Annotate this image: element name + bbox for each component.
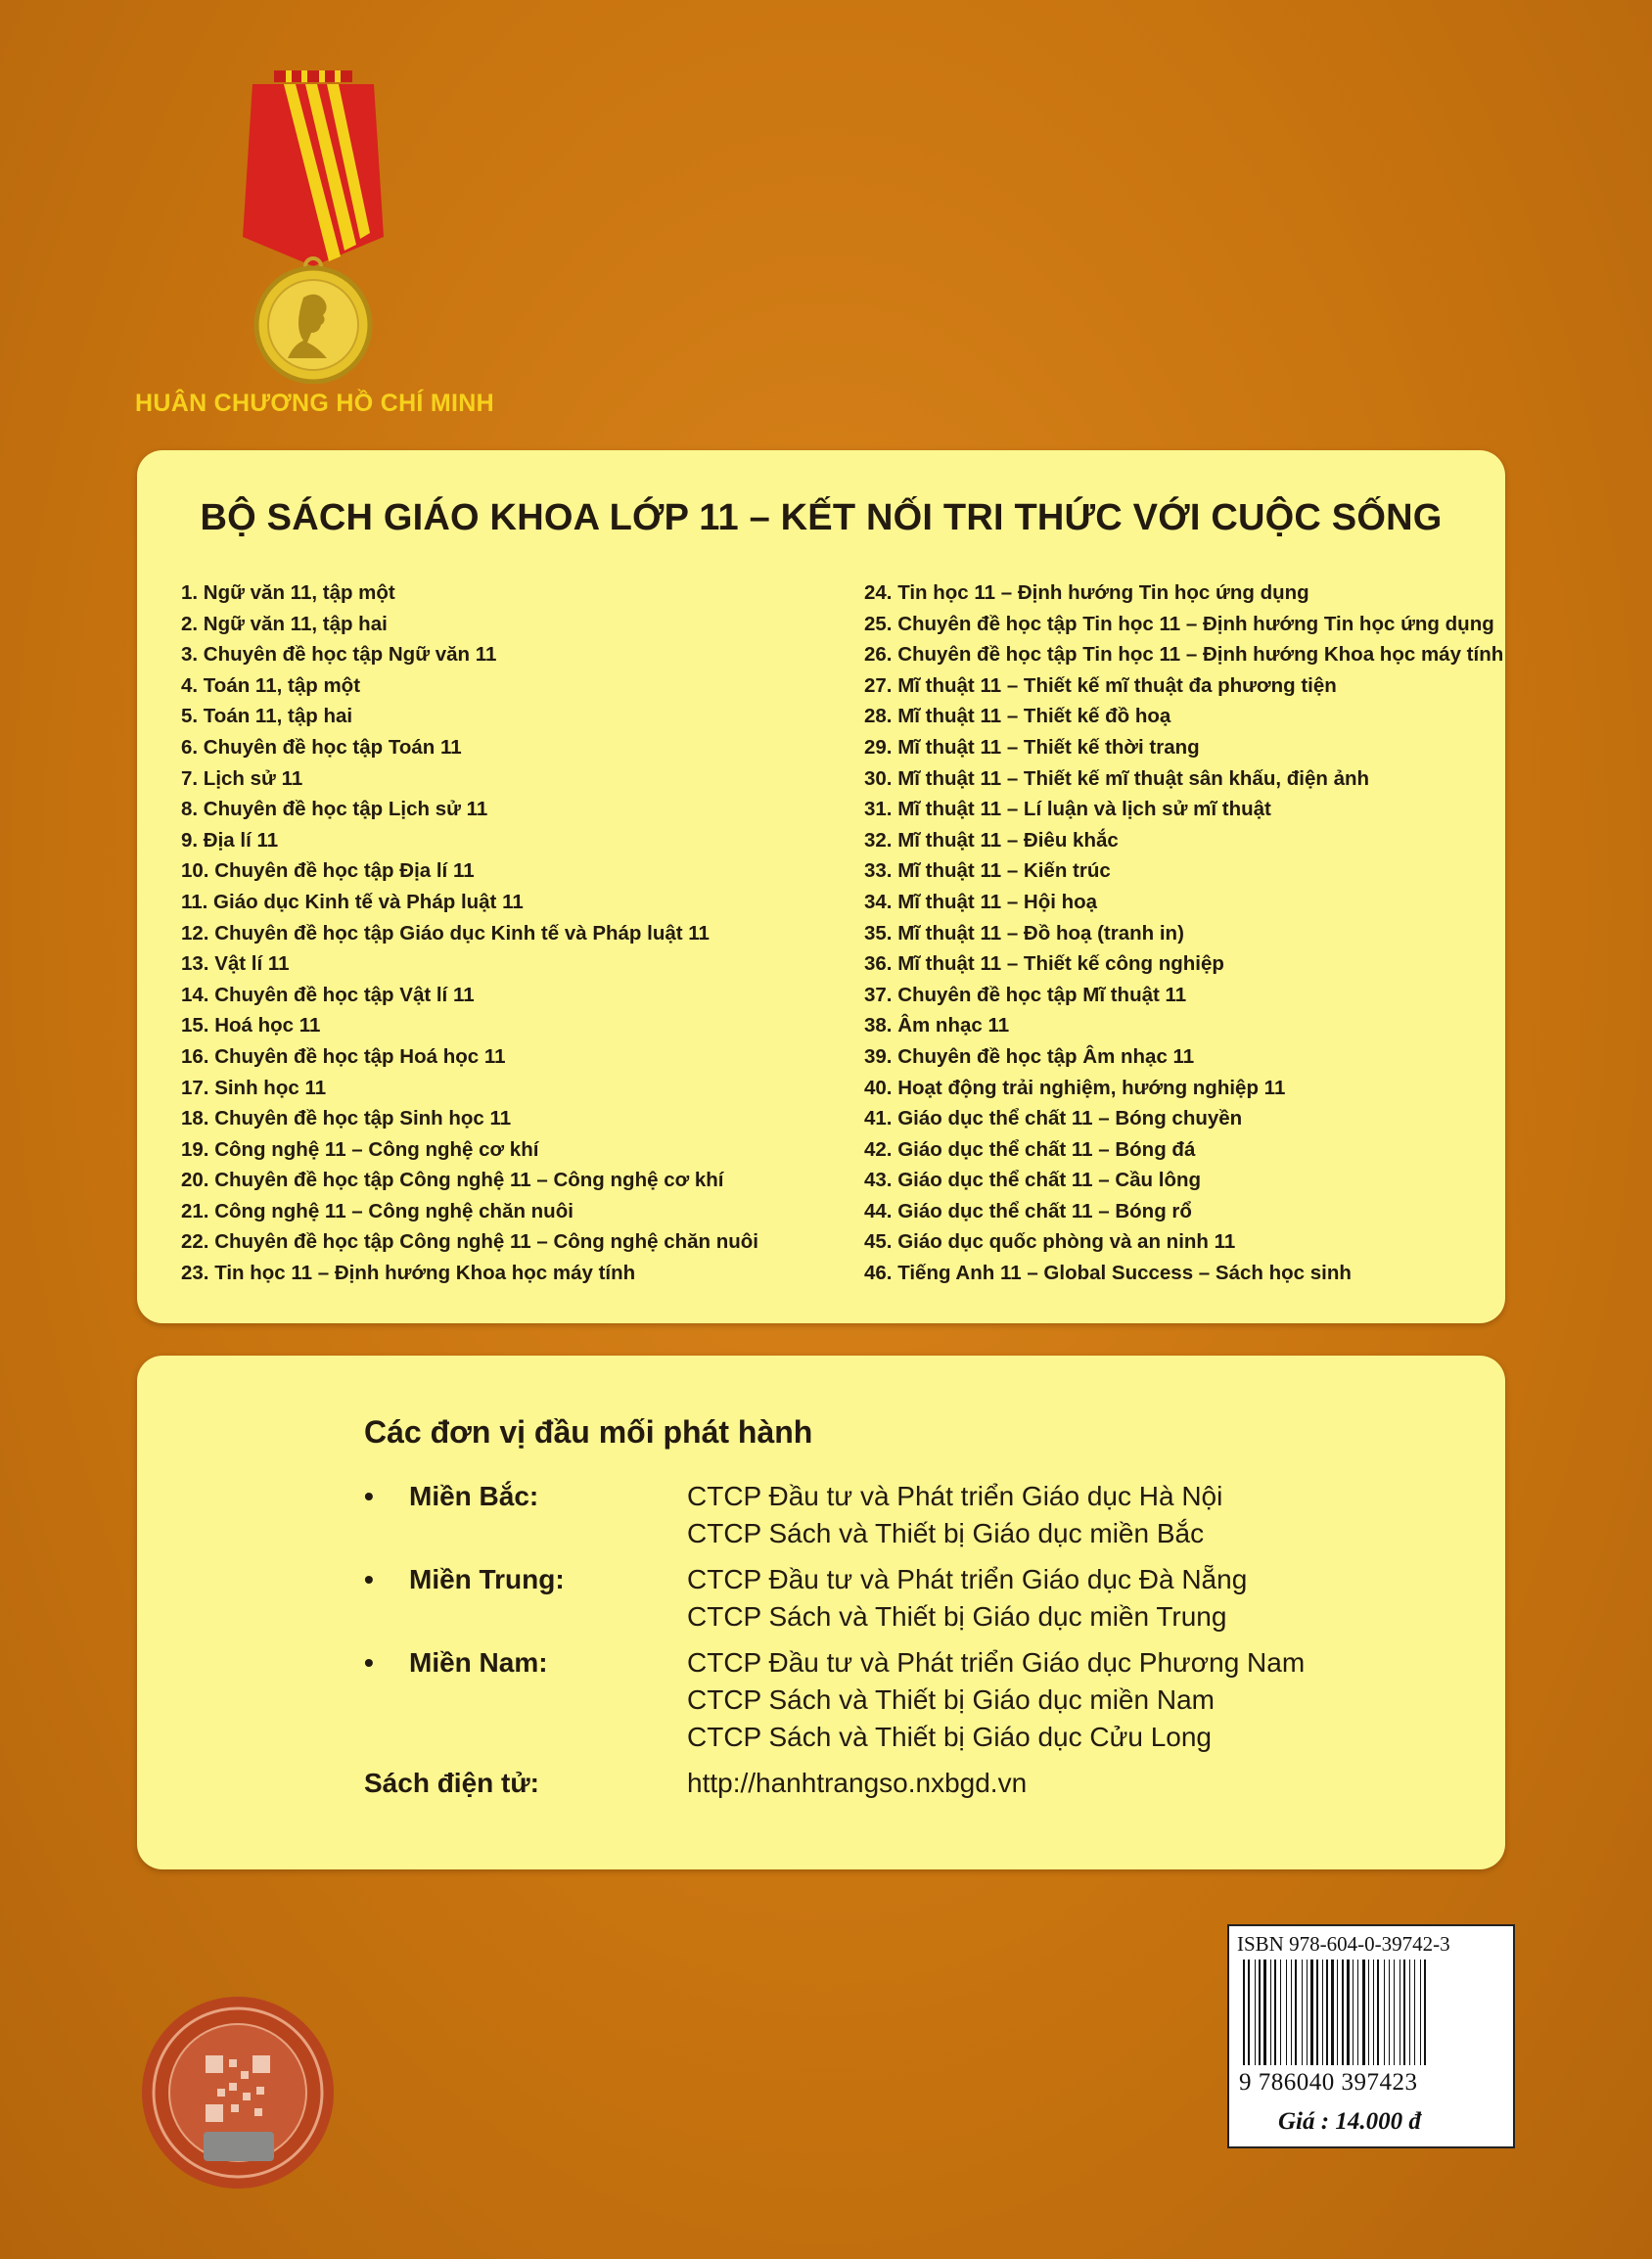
barcode-icon — [1237, 1956, 1503, 2071]
book-list-item: 40. Hoạt động trải nghiệm, hướng nghiệp 11 — [864, 1076, 1286, 1099]
book-list-title: BỘ SÁCH GIÁO KHOA LỚP 11 – KẾT NỐI TRI THỨC VỚI CUỘC SỐNG — [200, 497, 1443, 538]
bullet-icon: • — [364, 1564, 374, 1594]
ho-chi-minh-medal-icon — [235, 70, 391, 384]
book-list-item: 14. Chuyên đề học tập Vật lí 11 — [181, 983, 475, 1006]
book-list-item: 17. Sinh học 11 — [181, 1076, 327, 1099]
publisher-stamp-icon — [135, 1995, 341, 2190]
book-list-item: 23. Tin học 11 – Định hướng Khoa học máy tính — [181, 1262, 636, 1285]
distributor-unit: CTCP Đầu tư và Phát triển Giáo dục Hà Nội — [687, 1481, 1223, 1511]
book-list-item: 5. Toán 11, tập hai — [181, 705, 353, 728]
distributor-unit: CTCP Sách và Thiết bị Giáo dục miền Trung — [687, 1601, 1227, 1632]
book-list-item: 44. Giáo dục thể chất 11 – Bóng rổ — [864, 1199, 1192, 1222]
book-list-item: 41. Giáo dục thể chất 11 – Bóng chuyền — [864, 1107, 1243, 1130]
region-label: Miền Bắc: — [409, 1481, 539, 1511]
barcode-label — [1227, 1924, 1515, 2148]
book-list-item: 36. Mĩ thuật 11 – Thiết kế công nghiệp — [864, 952, 1224, 976]
book-list-item: 2. Ngữ văn 11, tập hai — [181, 612, 388, 635]
book-list-item: 1. Ngữ văn 11, tập một — [181, 581, 395, 604]
book-list-item: 19. Công nghệ 11 – Công nghệ cơ khí — [181, 1137, 539, 1161]
book-list-panel — [137, 450, 1505, 1323]
book-list-item: 15. Hoá học 11 — [181, 1014, 321, 1037]
book-list-item: 22. Chuyên đề học tập Công nghệ 11 – Công nghệ chăn nuôi — [181, 1230, 758, 1254]
book-list-item: 7. Lịch sử 11 — [181, 766, 303, 790]
distribution-title: Các đơn vị đầu mối phát hành — [364, 1414, 813, 1450]
region-label: Miền Trung: — [409, 1564, 565, 1594]
price-text: Giá : 14.000 đ — [1278, 2108, 1421, 2135]
book-list-item: 20. Chuyên đề học tập Công nghệ 11 – Công nghệ cơ khí — [181, 1169, 724, 1192]
book-list-item: 31. Mĩ thuật 11 – Lí luận và lịch sử mĩ thuật — [864, 798, 1271, 821]
book-list-item: 24. Tin học 11 – Định hướng Tin học ứng dụng — [864, 581, 1309, 604]
book-list-item: 33. Mĩ thuật 11 – Kiến trúc — [864, 859, 1111, 883]
book-list-item: 26. Chuyên đề học tập Tin học 11 – Định hướng Khoa học máy tính — [864, 643, 1504, 667]
bullet-icon: • — [364, 1481, 374, 1511]
book-list-item: 4. Toán 11, tập một — [181, 673, 361, 697]
isbn-text: ISBN 978-604-0-39742-3 — [1237, 1932, 1450, 1956]
book-list-item: 10. Chuyên đề học tập Địa lí 11 — [181, 859, 475, 883]
book-list-item: 6. Chuyên đề học tập Toán 11 — [181, 735, 462, 759]
distribution-panel — [137, 1356, 1505, 1869]
book-list-item: 21. Công nghệ 11 – Công nghệ chăn nuôi — [181, 1199, 574, 1222]
ebook-link[interactable]: http://hanhtrangso.nxbgd.vn — [687, 1768, 1028, 1798]
book-list-item: 42. Giáo dục thể chất 11 – Bóng đá — [864, 1137, 1196, 1161]
book-list-item: 32. Mĩ thuật 11 – Điêu khắc — [864, 828, 1119, 852]
distributor-unit: CTCP Đầu tư và Phát triển Giáo dục Phương Nam — [687, 1647, 1306, 1678]
book-list-item: 12. Chuyên đề học tập Giáo dục Kinh tế và Pháp luật 11 — [181, 921, 710, 945]
distributor-unit: CTCP Đầu tư và Phát triển Giáo dục Đà Nẵng — [687, 1564, 1248, 1594]
book-list-item: 27. Mĩ thuật 11 – Thiết kế mĩ thuật đa phương tiện — [864, 673, 1337, 697]
distributor-unit: CTCP Sách và Thiết bị Giáo dục miền Bắc — [687, 1518, 1205, 1548]
book-list-item: 35. Mĩ thuật 11 – Đồ hoạ (tranh in) — [864, 921, 1184, 945]
book-list-item: 13. Vật lí 11 — [181, 952, 290, 976]
distributor-unit: CTCP Sách và Thiết bị Giáo dục miền Nam — [687, 1684, 1215, 1715]
book-list-item: 25. Chuyên đề học tập Tin học 11 – Định hướng Tin học ứng dụng — [864, 612, 1494, 635]
book-list-item: 28. Mĩ thuật 11 – Thiết kế đồ hoạ — [864, 705, 1171, 728]
book-list-item: 39. Chuyên đề học tập Âm nhạc 11 — [864, 1044, 1195, 1068]
book-list-item: 18. Chuyên đề học tập Sinh học 11 — [181, 1107, 512, 1130]
region-label: Miền Nam: — [409, 1647, 548, 1678]
bullet-icon: • — [364, 1647, 374, 1678]
medal-caption: HUÂN CHƯƠNG HỒ CHÍ MINH — [135, 390, 495, 417]
book-list-item: 37. Chuyên đề học tập Mĩ thuật 11 — [864, 983, 1187, 1006]
book-list-item: 3. Chuyên đề học tập Ngữ văn 11 — [181, 643, 497, 667]
book-list-item: 11. Giáo dục Kinh tế và Pháp luật 11 — [181, 890, 524, 913]
ebook-label: Sách điện tử: — [364, 1768, 539, 1798]
book-list-item: 45. Giáo dục quốc phòng và an ninh 11 — [864, 1230, 1236, 1254]
book-list-item: 8. Chuyên đề học tập Lịch sử 11 — [181, 798, 488, 821]
ean-digits: 9 786040 397423 — [1239, 2069, 1418, 2096]
book-list-item: 43. Giáo dục thể chất 11 – Cầu lông — [864, 1169, 1202, 1192]
book-list-item: 46. Tiếng Anh 11 – Global Success – Sách học sinh — [864, 1262, 1352, 1285]
book-list-left-column — [181, 577, 758, 1289]
book-list-right-column — [864, 577, 1503, 1289]
distributor-unit: CTCP Sách và Thiết bị Giáo dục Cửu Long — [687, 1722, 1212, 1752]
book-list-item: 16. Chuyên đề học tập Hoá học 11 — [181, 1044, 506, 1068]
book-list-item: 30. Mĩ thuật 11 – Thiết kế mĩ thuật sân khấu, điện ảnh — [864, 766, 1370, 790]
book-list-item: 34. Mĩ thuật 11 – Hội hoạ — [864, 890, 1098, 913]
book-list-item: 9. Địa lí 11 — [181, 828, 279, 852]
book-list-item: 29. Mĩ thuật 11 – Thiết kế thời trang — [864, 735, 1200, 759]
book-list-item: 38. Âm nhạc 11 — [864, 1014, 1010, 1037]
